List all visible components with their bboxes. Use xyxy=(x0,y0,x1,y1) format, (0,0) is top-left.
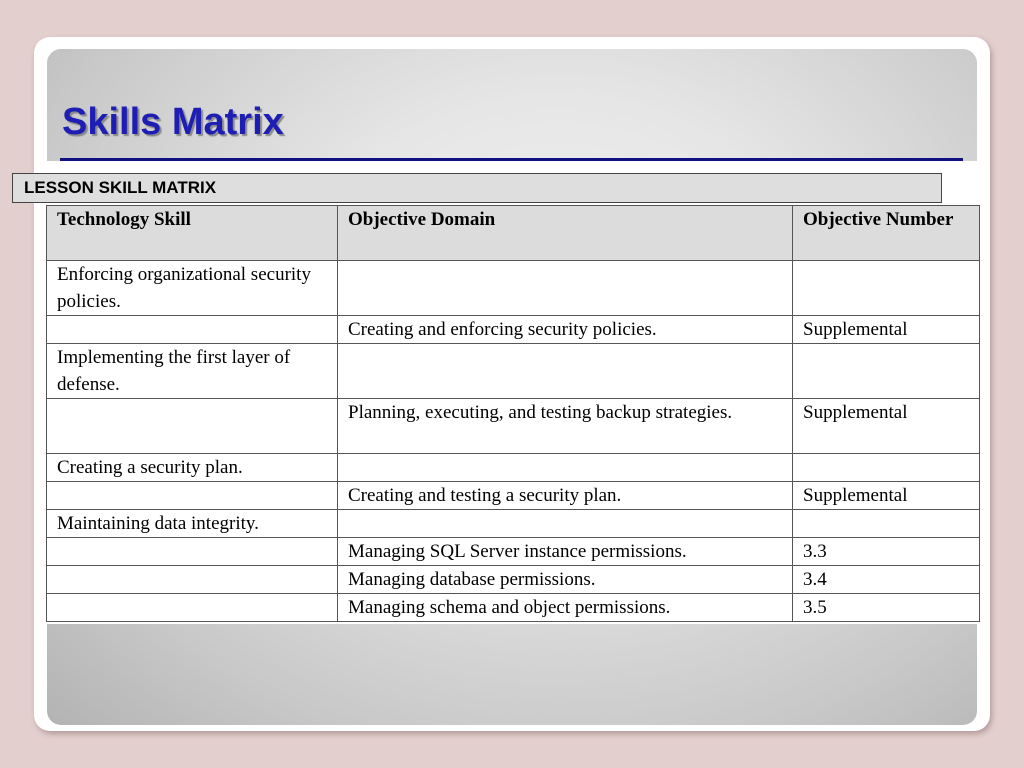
table-row xyxy=(47,316,980,344)
number-cell xyxy=(793,454,980,482)
number-cell: Supplemental xyxy=(793,482,980,510)
table-row xyxy=(47,482,980,510)
number-cell: Supplemental xyxy=(793,316,980,344)
table-row xyxy=(47,566,980,594)
domain-cell: Planning, executing, and testing backup strategies. xyxy=(338,399,793,454)
column-header-technology-skill: Technology Skill xyxy=(47,206,338,261)
number-cell: 3.3 xyxy=(793,538,980,566)
skill-cell: Enforcing organizational security policies. xyxy=(47,261,338,316)
table-row xyxy=(47,454,980,482)
lesson-skill-matrix-caption: LESSON SKILL MATRIX xyxy=(12,173,942,203)
skill-cell xyxy=(47,566,338,594)
skill-cell xyxy=(47,399,338,454)
table-row xyxy=(47,510,980,538)
skill-cell: Creating a security plan. xyxy=(47,454,338,482)
domain-cell: Managing schema and object permissions. xyxy=(338,594,793,622)
skill-cell xyxy=(47,538,338,566)
domain-cell: Creating and enforcing security policies. xyxy=(338,316,793,344)
number-cell xyxy=(793,510,980,538)
table-row xyxy=(47,594,980,622)
skill-cell: Maintaining data integrity. xyxy=(47,510,338,538)
number-cell: 3.5 xyxy=(793,594,980,622)
domain-cell: Creating and testing a security plan. xyxy=(338,482,793,510)
skill-cell xyxy=(47,316,338,344)
skill-cell xyxy=(47,594,338,622)
domain-cell xyxy=(338,261,793,316)
number-cell xyxy=(793,344,980,399)
skill-cell xyxy=(47,482,338,510)
skill-cell: Implementing the first layer of defense. xyxy=(47,344,338,399)
column-header-objective-number: Objective Number xyxy=(793,206,980,261)
table-row xyxy=(47,344,980,399)
domain-cell: Managing database permissions. xyxy=(338,566,793,594)
number-cell: Supplemental xyxy=(793,399,980,454)
number-cell: 3.4 xyxy=(793,566,980,594)
skills-matrix-table xyxy=(46,205,980,622)
domain-cell xyxy=(338,454,793,482)
table-row xyxy=(47,261,980,316)
domain-cell: Managing SQL Server instance permissions. xyxy=(338,538,793,566)
table-row xyxy=(47,538,980,566)
domain-cell xyxy=(338,510,793,538)
table-header-row xyxy=(47,206,980,261)
table-row xyxy=(47,399,980,454)
number-cell xyxy=(793,261,980,316)
domain-cell xyxy=(338,344,793,399)
slide-title: Skills Matrix xyxy=(62,101,284,143)
column-header-objective-domain: Objective Domain xyxy=(338,206,793,261)
